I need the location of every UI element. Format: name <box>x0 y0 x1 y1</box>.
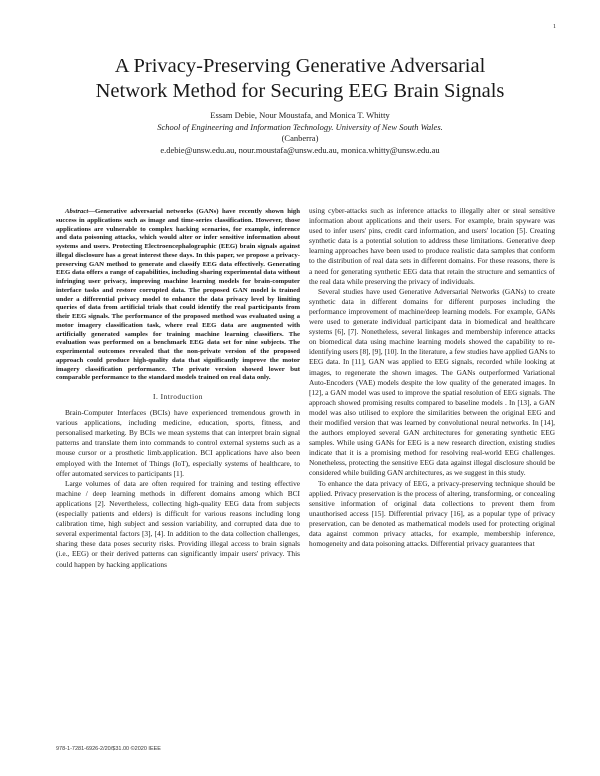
right-column <box>309 206 555 549</box>
left-column <box>56 208 300 570</box>
author-block <box>40 110 560 156</box>
body-paragraph: To enhance the data privacy of EEG, a privacy-preserving technique should be applied. Privacy preservation is the process of altering, transforming, or concealing sensitive information of original data collections to prevent them from unauthorised access [15]. Differential privacy [16], as a popular type of privacy preservation, can be denoted as mathematical models used for protecting original data against common privacy attacks, for example, membership inference, homogeneity and data poisoning attacks. Differential privacy guarantees that <box>309 478 555 549</box>
abstract-text: —Generative adversarial networks (GANs) have recently shown high success in applications such as image and time-series classification. However, those applications are vulnerable to complex hacking scenarios, for example, inference and data poisoning attacks, which would alter or infer sensitive information about systems and users. Protecting Electroencephalographic (EEG) brain signals against illegal disclosure has a great interest these days. In this paper, we propose a privacy-preserving GAN method to generate and classify EEG data effectively. Generating EEG data offers a range of capabilities, including sharing experimental data without infringing user privacy, improving machine learning models for brain-computer interface tasks and restore corrupted data. The proposed GAN model is trained under a differential privacy model to enhance the data privacy level by limiting queries of data from artificial trials that could identify the real participants from their EEG signals. The performance of the proposed method was evaluated using a motor imagery classification task, where real EEG data are augmented with artificially generated samples for training machine learning classifiers. The evaluation was performed on a benchmark EEG data set for nine subjects. The experimental outcomes revealed that the non-private version of the proposed approach could produce high-quality data that significantly improve the motor imagery classification performance. The private version showed lower but comparable performance to the standard models trained on real data only. <box>56 208 300 382</box>
author-names: Essam Debie, Nour Moustafa, and Monica T. Whitty <box>210 110 390 120</box>
section-heading-introduction: I. Introduction <box>153 392 203 401</box>
author-emails: e.debie@unsw.edu.au, nour.moustafa@unsw.edu.au, monica.whitty@unsw.edu.au <box>160 144 440 155</box>
body-paragraph: Brain-Computer Interfaces (BCIs) have experienced tremendous growth in various applications, including medicine, education, sports, fitness, and personalised marketing. By BCIs we mean systems that can interpret brain signal patterns and translate them into commands to control external systems such as a mouse cursor or a prosthetic limb.application. BCI applications have also been employed with the Internet of Things (IoT), especially systems of healthcare, to offer automated services to participants [1]. <box>56 408 300 478</box>
title-line-2: Network Method for Securing EEG Brain Signals <box>95 80 505 102</box>
page-number: 1 <box>553 24 556 30</box>
affiliation: School of Engineering and Information Technology. University of New South Wales. <box>157 121 443 132</box>
location: (Canberra) <box>281 133 319 143</box>
title-line-1: A Privacy-Preserving Generative Adversarial <box>114 55 486 77</box>
paper-title <box>40 54 560 104</box>
body-paragraph: Large volumes of data are often required for training and testing effective machine / deep learning methods in different domains among which BCI applications [2]. Nevertheless, collecting high-quality EEG data from subjects (especially patients and elders) is difficult for various reasons including long calibration time, high subject and session variability, and corrupted data due to several experimental factors [3], [4]. In addition to the data collection challenges, sharing these data poses security risks. Providing illegal access to brain signals (i.e., EEG) or their derived patterns can significantly impair users' privacy. This could happen by hacking applications <box>56 478 300 569</box>
abstract-label: Abstract <box>65 208 89 215</box>
abstract <box>56 208 300 383</box>
body-paragraph: using cyber-attacks such as inference attacks to illegally alter or steal sensitive information about applications and their users. For example, brain spyware was used to infer users' pins, credit card information, and users' location [5]. Creating synthetic data is a potential solution to address these limitations. Generative deep learning approaches have been used to produce realistic data samples that conform to the distribution of real data sets in different domains. For these reasons, there is a need for generating synthetic EEG data that retain the structure and semantics of the real data while preserving the privacy of individuals. <box>309 206 555 286</box>
body-paragraph: Several studies have used Generative Adversarial Networks (GANs) to create synthetic data in different domains for different purposes including the performance improvement of machine/deep learning models. For example, GANs were used to generate individual participant data in biomedical and healthcare systems [6], [7]. Nonetheless, several linkages and membership inference attacks on biomedical data using machine learning models showed the capability to re-identifying users [8], [9], [10]. In the literature, a few studies have applied GANs to EEG data. In [11], GAN was applied to EEG signals, recorded while looking at images, to regenerate the shown images. The GANs outperformed Variational Auto-Encoders (VAE) models despite the low quality of the generated images. In [12], a GAN model was used to improve the spatial resolution of EEG signals. The approach showed promising results compared to baseline models . In [13], a GAN model was also utilised to explore the similarities between the original EEG and their modified version that was learned by convolutional neural networks. In [14], the authors employed several GAN architectures for generating synthetic EEG samples. While using GANs for EEG is a new research direction, existing studies indicate that it is a promising method for resolving real-world EEG challenges. Nonetheless, protecting the sensitive EEG data against illegal disclosure should be considered while building GAN architectures, as we suggest in this study. <box>309 286 555 478</box>
copyright-footer: 978-1-7281-6926-2/20/$31.00 ©2020 IEEE <box>56 746 161 752</box>
